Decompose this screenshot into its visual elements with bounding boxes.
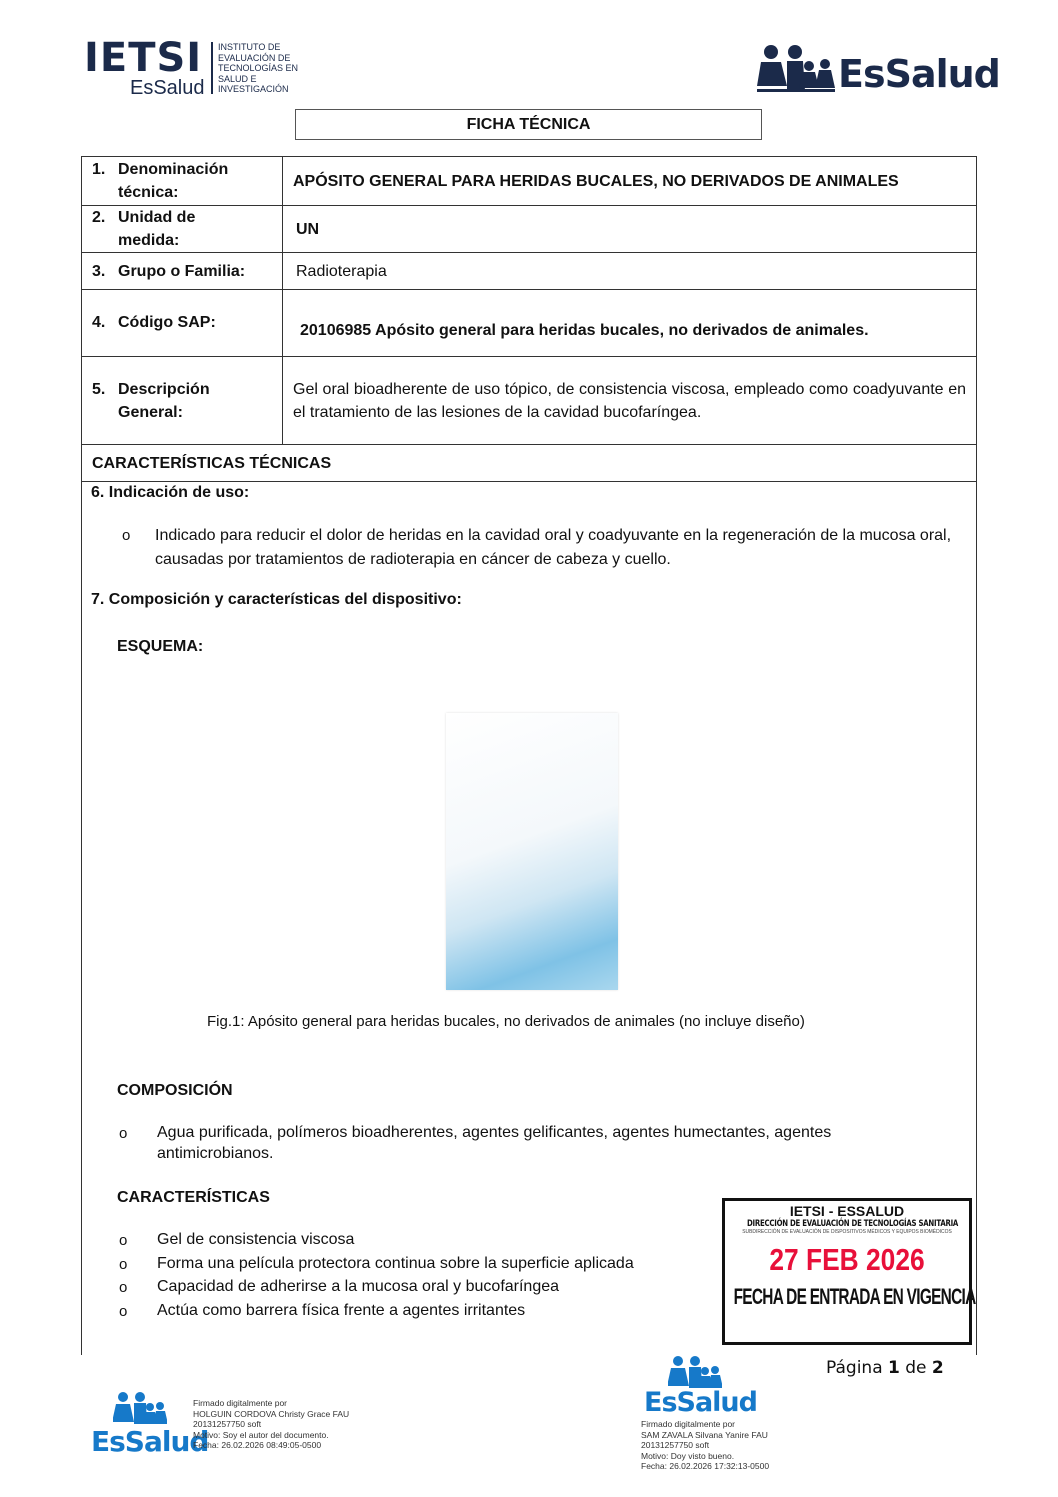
- family-logo-icon: [757, 44, 837, 94]
- ietsi-logo: IETSI: [84, 35, 203, 81]
- ietsi-description: INSTITUTO DE EVALUACIÓN DE TECNOLOGÍAS EN SALUD E INVESTIGACIÓN: [218, 42, 299, 94]
- family-logo-icon: [113, 1392, 167, 1426]
- descripcion-value: Gel oral bioadherente de uso tópico, de consistencia viscosa, empleado como coadyuvante en el tratamiento de las lesiones de la cavidad bucofaríngea.: [283, 357, 977, 445]
- list-item: Gel de consistencia viscosa: [157, 1231, 355, 1248]
- right-border: [976, 481, 977, 1355]
- list-item: Forma una película protectora continua sobre la superficie aplicada: [157, 1254, 634, 1272]
- caracteristicas-heading: CARACTERÍSTICAS: [117, 1189, 270, 1206]
- caracteristicas-list: [157, 1228, 634, 1322]
- table-row: 2. Unidad de medida: UN: [82, 206, 977, 253]
- signature-logo: EsSalud: [91, 1425, 209, 1458]
- indicacion-title: 6. Indicación de uso:: [91, 484, 250, 501]
- product-image: [446, 713, 618, 990]
- grupo-value: Radioterapia: [283, 253, 977, 290]
- table-row: 1. Denominación técnica: APÓSITO GENERAL PARA HERIDAS BUCALES, NO DERIVADOS DE ANIMALES: [82, 157, 977, 206]
- left-border: [81, 481, 82, 1355]
- list-item: Capacidad de adherirse a la mucosa oral y bucofaríngea: [157, 1278, 560, 1295]
- denominacion-value: APÓSITO GENERAL PARA HERIDAS BUCALES, NO DERIVADOS DE ANIMALES: [283, 157, 977, 206]
- stamp-date: 27 FEB 2026: [769, 1242, 925, 1277]
- section-header: CARACTERÍSTICAS TÉCNICAS: [82, 445, 977, 482]
- spec-table: [81, 156, 977, 482]
- sap-value: 20106985 Apósito general para heridas bucales, no derivados de animales.: [283, 290, 977, 357]
- composicion-item: Agua purificada, polímeros bioadherentes, agentes gelificantes, agentes humectantes, agentes antimicrobianos.: [157, 1124, 832, 1162]
- page-number: Página 1 de 2: [826, 1358, 944, 1378]
- logo-divider: [211, 42, 213, 94]
- table-row: 5. Descripción General: Gel oral bioadherente de uso tópico, de consistencia viscosa, empleado como coadyuvante en el tratamiento de las lesiones de la cavidad bucofaríngea.: [82, 357, 977, 445]
- signature-logo: EsSalud: [644, 1387, 757, 1418]
- composicion-heading: COMPOSICIÓN: [117, 1082, 233, 1099]
- list-item: Actúa como barrera física frente a agentes irritantes: [157, 1301, 526, 1319]
- figure-caption: Fig.1: Apósito general para heridas bucales, no derivados de animales (no incluye diseño): [207, 1013, 805, 1030]
- unidad-value: UN: [283, 206, 977, 253]
- page-title: FICHA TÉCNICA: [295, 109, 762, 140]
- digital-signature: Firmado digitalmente por SAM ZAVALA Silvana Yanire FAU 20131257750 soft Motivo: Doy visto bueno. Fecha: 26.02.2026 17:32:13-0500: [641, 1419, 770, 1471]
- esquema-label: ESQUEMA:: [117, 638, 204, 655]
- table-row: 3. Grupo o Familia: Radioterapia: [82, 253, 977, 290]
- table-row: 4. Código SAP: 20106985 Apósito general para heridas bucales, no derivados de animales.: [82, 290, 977, 357]
- indicacion-item: Indicado para reducir el dolor de heridas en la cavidad oral y coadyuvante en la regeneración de la mucosa oral, causadas por tratamientos de radioterapia en cáncer de cabeza y cuello.: [155, 527, 952, 568]
- family-logo-icon: [668, 1356, 722, 1390]
- essalud-logo: EsSalud: [838, 52, 1000, 96]
- validity-stamp: IETSI - ESSALUD DIRECCIÓN DE EVALUACIÓN DE TECNOLOGÍAS SANITARIA SUBDIRECCIÓN DE EVALUACIÓN DE DISPOSITIVOS MÉDICOS Y EQUIPOS BIOMÉDICOS 27 FEB 2026 FECHA DE ENTRADA EN VIGENCIA: [722, 1198, 972, 1345]
- composicion-title: 7. Composición y características del dispositivo:: [91, 591, 462, 608]
- digital-signature: Firmado digitalmente por HOLGUIN CORDOVA Christy Grace FAU 20131257750 soft Motivo: Soy el autor del documento. Fecha: 26.02.2026 08:49:05-0500: [193, 1398, 350, 1450]
- ietsi-logo-sub: EsSalud: [130, 77, 205, 99]
